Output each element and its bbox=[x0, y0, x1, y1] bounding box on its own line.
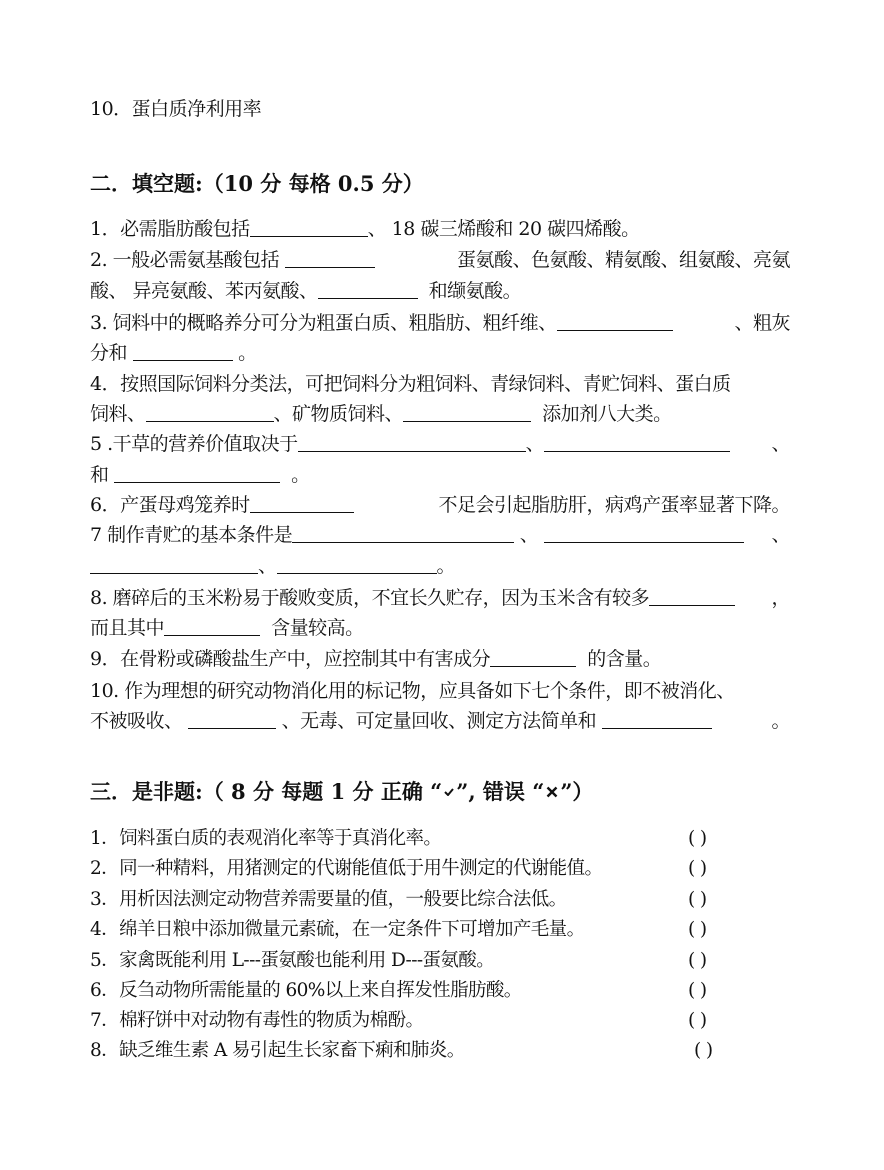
x-icon bbox=[546, 786, 558, 798]
answer-blank[interactable] bbox=[250, 493, 354, 513]
fill-line bbox=[90, 585, 790, 611]
fill-line bbox=[90, 431, 790, 457]
answer-blank[interactable] bbox=[277, 554, 437, 574]
answer-blank[interactable] bbox=[188, 709, 276, 729]
answer-blank[interactable] bbox=[318, 279, 418, 299]
question-text: 7 制作青贮的基本条件是 bbox=[90, 524, 293, 546]
question-text: 8．缺乏维生素 A 易引起生长家畜下痢和肺炎。 bbox=[90, 1040, 465, 1061]
answer-blank[interactable] bbox=[544, 523, 744, 543]
question-text: 、矿物质饲料、 bbox=[273, 403, 404, 425]
answer-blank[interactable] bbox=[133, 341, 233, 361]
fill-line bbox=[90, 310, 790, 336]
question-text: 不足会引起脂肪肝，病鸡产蛋率显著下降。 bbox=[438, 494, 790, 516]
answer-blank[interactable] bbox=[90, 554, 258, 574]
answer-parentheses[interactable]: ( ) bbox=[688, 919, 707, 940]
question-text: 分和 bbox=[90, 342, 128, 364]
fill-line bbox=[90, 278, 521, 304]
question-text: 4．按照国际饲料分类法，可把饲料分为粗饲料、青绿饲料、青贮饲料、蛋白质 bbox=[90, 373, 731, 395]
answer-blank[interactable] bbox=[285, 248, 375, 268]
question-text: 4．绵羊日粮中添加微量元素硫，在一定条件下可增加产毛量。 bbox=[90, 919, 585, 940]
answer-parentheses[interactable]: ( ) bbox=[688, 858, 707, 879]
question-text: 和 bbox=[90, 464, 109, 486]
fill-line bbox=[90, 646, 661, 672]
question-text: 1．饲料蛋白质的表观消化率等于真消化率。 bbox=[90, 828, 442, 849]
heading-text: ”） bbox=[560, 779, 594, 804]
question-text: ， bbox=[771, 587, 790, 609]
question-text: 酸、 异亮氨酸、苯丙氨酸、 bbox=[90, 280, 318, 302]
question-text: 2．同一种精料，用猪测定的代谢能值低于用牛测定的代谢能值。 bbox=[90, 858, 603, 879]
question-text: 5．家禽既能利用 L---蛋氨酸也能利用 D---蛋氨酸。 bbox=[90, 950, 495, 971]
heading-text: 三．是非题:（ 8 分 每题 1 分 正确 “ bbox=[90, 779, 443, 804]
question-text: 、无毒、可定量回收、测定方法简单和 bbox=[281, 710, 597, 732]
question-text: 9．在骨粉或磷酸盐生产中，应控制其中有害成分 bbox=[90, 648, 491, 670]
answer-parentheses[interactable]: ( ) bbox=[688, 950, 707, 971]
fill-line bbox=[90, 615, 364, 641]
question-text: 、 18 碳三烯酸和 20 碳四烯酸。 bbox=[367, 218, 640, 240]
question-text: 6．反刍动物所需能量的 60%以上来自挥发性脂肪酸。 bbox=[90, 980, 522, 1001]
question-text: 3. 饲料中的概略养分可分为粗蛋白质、粗脂肪、粗纤维、 bbox=[90, 312, 557, 334]
answer-blank[interactable] bbox=[292, 523, 514, 543]
question-text: 含量较高。 bbox=[271, 617, 364, 639]
fill-line bbox=[90, 522, 790, 548]
fill-line bbox=[90, 371, 790, 397]
answer-blank[interactable] bbox=[403, 402, 531, 422]
answer-parentheses[interactable]: ( ) bbox=[688, 889, 707, 910]
heading-text: ”, 错误 “ bbox=[456, 779, 545, 804]
question-text: 的含量。 bbox=[587, 648, 662, 670]
question-text: 5 .干草的营养价值取决于 bbox=[90, 433, 298, 455]
answer-blank[interactable] bbox=[557, 311, 673, 331]
question-text: 3．用析因法测定动物营养需要量的值，一般要比综合法低。 bbox=[90, 889, 567, 910]
fill-line bbox=[90, 462, 310, 488]
question-text: 不被吸收、 bbox=[90, 710, 183, 732]
answer-blank[interactable] bbox=[602, 709, 712, 729]
fill-line bbox=[90, 708, 790, 734]
question-text: 、 bbox=[771, 433, 790, 455]
check-icon bbox=[444, 788, 454, 796]
answer-blank[interactable] bbox=[146, 402, 274, 422]
answer-parentheses[interactable]: ( ) bbox=[688, 980, 707, 1001]
question-text: 6．产蛋母鸡笼养时 bbox=[90, 494, 250, 516]
answer-parentheses[interactable]: ( ) bbox=[688, 1010, 707, 1031]
answer-blank[interactable] bbox=[164, 616, 260, 636]
answer-blank[interactable] bbox=[544, 432, 730, 452]
fill-line bbox=[90, 216, 640, 242]
question-text: 添加剂八大类。 bbox=[542, 403, 672, 425]
question-text: 。 bbox=[436, 555, 456, 577]
section-heading-true-false bbox=[90, 779, 593, 805]
question-text: 、 bbox=[258, 555, 277, 577]
question-text: 、 bbox=[525, 433, 545, 455]
answer-blank[interactable] bbox=[649, 586, 735, 606]
question-text: 饲料、 bbox=[90, 403, 146, 425]
question-text: 。 bbox=[291, 464, 310, 486]
answer-blank[interactable] bbox=[250, 217, 368, 237]
question-text: 、 bbox=[519, 524, 539, 546]
fill-line bbox=[90, 247, 790, 273]
answer-parentheses[interactable]: ( ) bbox=[694, 1040, 713, 1061]
fill-line bbox=[90, 678, 790, 704]
question-text: 。 bbox=[771, 710, 790, 732]
question-item: 10．蛋白质净利用率 bbox=[90, 98, 262, 120]
question-text: 而且其中 bbox=[90, 617, 165, 639]
question-text: 1．必需脂肪酸包括 bbox=[90, 218, 250, 240]
fill-line bbox=[90, 401, 672, 427]
fill-line bbox=[90, 340, 257, 366]
question-text: 10. 作为理想的研究动物消化用的标记物，应具备如下七个条件，即不被消化、 bbox=[90, 680, 735, 702]
question-text: 、粗灰 bbox=[734, 312, 790, 334]
answer-blank[interactable] bbox=[298, 432, 526, 452]
question-text: 和缬氨酸。 bbox=[428, 280, 522, 302]
answer-parentheses[interactable]: ( ) bbox=[688, 828, 707, 849]
answer-blank[interactable] bbox=[114, 463, 280, 483]
section-heading-fill-blank: 二．填空题:（10 分 每格 0.5 分） bbox=[90, 171, 424, 196]
fill-line bbox=[90, 553, 455, 579]
question-text: 蛋氨酸、色氨酸、精氨酸、组氨酸、亮氨 bbox=[456, 249, 790, 271]
answer-blank[interactable] bbox=[490, 647, 576, 667]
question-text: 。 bbox=[238, 342, 257, 364]
fill-line bbox=[90, 492, 790, 518]
question-text: 8. 磨碎后的玉米粉易于酸败变质，不宜长久贮存，因为玉米含有较多 bbox=[90, 587, 650, 609]
question-text: 、 bbox=[771, 524, 790, 546]
question-text: 2. 一般必需氨基酸包括 bbox=[90, 249, 280, 271]
question-text: 7．棉籽饼中对动物有毒性的物质为棉酚。 bbox=[90, 1010, 424, 1031]
